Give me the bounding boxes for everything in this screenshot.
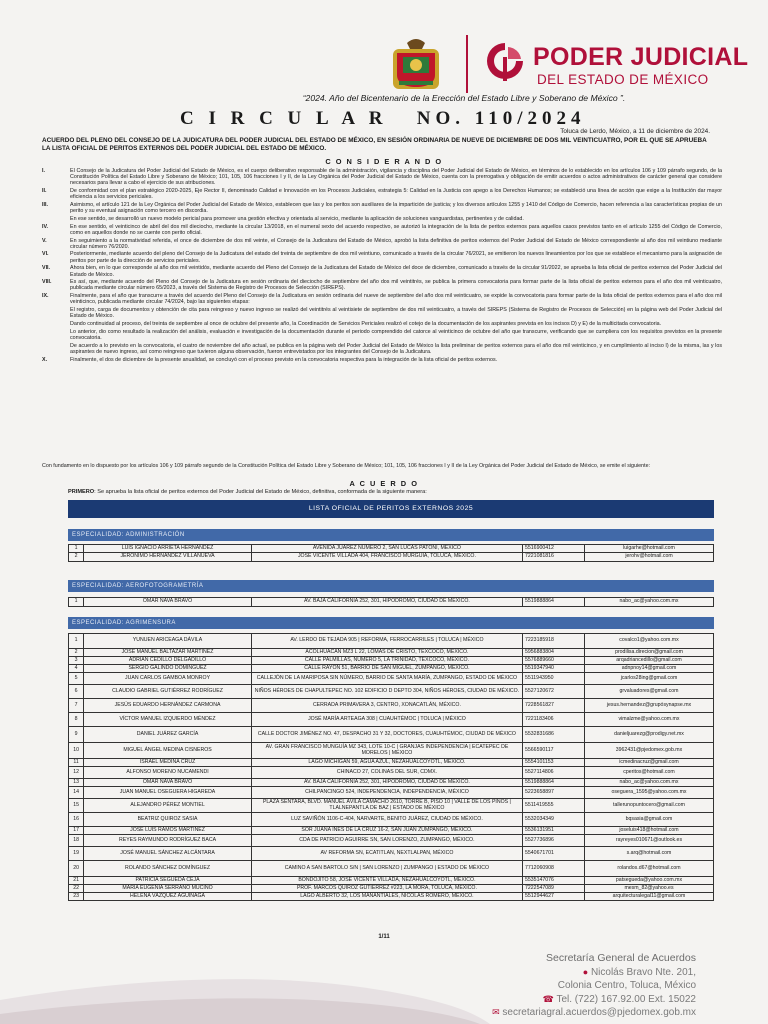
row-number: 1 <box>69 598 84 607</box>
primero-label: PRIMERO <box>68 489 95 495</box>
considerando-paragraph <box>42 307 722 319</box>
expert-phone: 5527736896 <box>523 835 585 847</box>
row-number: 19 <box>69 847 84 861</box>
expert-email[interactable]: danieljuarezg@prodigy.net.mx <box>584 727 713 743</box>
paragraph-number: III. <box>42 201 48 208</box>
paragraph-text: Ahora bien, en lo que corresponde al año dos mil veintidós, mediante acuerdo del Pleno del Consejo de la Judicatura del Estado de México del doce de diciembre, comunicado a través de la circular 91/2022, se aprueba la lista oficial de peritos externos del Poder Judicial del Estado de México. <box>70 265 722 278</box>
paragraph-number: V. <box>42 237 47 244</box>
paragraph-text: En ese sentido, se desarrolló un nuevo modelo pericial para promover una gestión efectiva y orientada al servicio, mediante la aplicación de soluciones vanguardistas, pertinentes y de calidad. <box>70 215 524 222</box>
row-number: 8 <box>69 713 84 727</box>
expert-address: LAGO ALBERTO 32, LOS MANANTIALES, NICOLÁS ROMERO, MÉXICO. <box>251 893 522 901</box>
considerando-paragraph <box>42 279 722 291</box>
expert-email[interactable]: mesm_82@yahoo.es <box>584 885 713 893</box>
circular-title: C I R C U L A R NO. 110/2024 <box>180 108 586 129</box>
expert-phone: 5519347940 <box>523 665 585 673</box>
expert-address: JOSÉ VICENTE VILLADA 404, FRANCISCO MURGUÍA, TOLUCA, MÉXICO. <box>251 553 522 562</box>
expert-email[interactable]: arqadriancedillo@gmail.com <box>584 657 713 665</box>
page-number: 1/11 <box>378 934 390 940</box>
expert-phone: 5519888864 <box>523 598 585 607</box>
header-divider <box>466 35 468 93</box>
expert-name: JOSÉ LUIS RAMOS MARTÍNEZ <box>84 827 252 835</box>
expert-phone: 5511419555 <box>523 799 585 813</box>
expert-email[interactable]: joseluis418@hotmail.com <box>584 827 713 835</box>
expert-phone: 5532034349 <box>523 813 585 827</box>
expert-phone: 5540671701 <box>523 847 585 861</box>
paragraph-text: Finalmente, para el año que transcurre a través del acuerdo del Pleno del Consejo de la Judicatura en sesión ordinaria del nueve de septiembre del año dos mil veinticuatro, se expide la convocatoria para formar parte de la lista oficial de peritos externos para el año dos mil veinticinco, publicada mediante circular 74/2024, bajo las siguientes etapas: <box>70 293 722 306</box>
expert-name: HELENA VÁZQUEZ AGUIÑAGA <box>84 893 252 901</box>
table-row <box>69 727 714 743</box>
row-number: 20 <box>69 861 84 877</box>
table-row <box>69 861 714 877</box>
row-number: 6 <box>69 685 84 699</box>
expert-address: BONDOJITO 58, JOSÉ VICENTE VILLADA, NEZAHUALCÓYOTL, MÉXICO. <box>251 877 522 885</box>
primero-body: : Se aprueba la lista oficial de peritos externos del Poder Judicial del Estado de México, definitiva, conformada de la siguiente manera: <box>94 489 427 495</box>
expert-email[interactable]: tallerunopuntocero@gmail.com <box>584 799 713 813</box>
expert-table <box>68 597 714 607</box>
paragraph-number: IV. <box>42 223 49 230</box>
footer-contact <box>492 952 696 1020</box>
table-row <box>69 649 714 657</box>
expert-email[interactable]: 3962431@pjedomex.gob.mx <box>584 743 713 759</box>
expert-phone: 5527114806 <box>523 767 585 779</box>
considerando-paragraph <box>42 216 722 222</box>
expert-name: OMAR NAVA BRAVO <box>84 779 252 787</box>
table-row <box>69 767 714 779</box>
considerando-paragraph <box>42 238 722 250</box>
expert-email[interactable]: jcarlos28ing@gmail.com <box>584 673 713 685</box>
paragraph-number <box>42 307 70 319</box>
expert-name: ISRAEL MEDINA CRUZ <box>84 759 252 767</box>
expert-phone: 5516900412 <box>523 545 585 553</box>
row-number: 11 <box>69 759 84 767</box>
expert-address: ACOLHUACAN MZ3 L 22, LOMAS DE CRISTO, TEXCOCO, MÉXICO. <box>251 649 522 657</box>
footer-email: secretariagral.acuerdos@pjedomex.gob.mx <box>502 1007 696 1018</box>
expert-email[interactable]: grvaluadores@gmail.com <box>584 685 713 699</box>
considerando-paragraph <box>42 321 722 327</box>
table-row <box>69 885 714 893</box>
expert-phone: 5532831686 <box>523 727 585 743</box>
paragraph-text: El Consejo de la Judicatura del Poder Judicial del Estado de México, es el cuerpo deliberativo responsable de la administración, vigilancia y disciplina del Poder Judicial del Estado de México, en términos de lo establecido en los artículos 106 y 109 párrafo segundo, de la Constitución Política del Estado Libre y Soberano de México; 101, 105, 106 fracciones I y II, de la Ley Orgánica del Poder Judicial del Estado de México, cuenta con la prerrogativa y obligación de emitir acuerdos o actos administrativos de carácter general que considere necesarios para llevar a cabo el ejercicio de sus atribuciones. <box>70 168 722 187</box>
specialty-header: ESPECIALIDAD: ADMINISTRACIÓN <box>68 529 714 541</box>
paragraph-text: Es así, que, mediante acuerdo del Pleno del Consejo de la Judicatura en sesión ordinaria del dieciocho de septiembre del año dos mil veintitrés, se publica la primera convocatoria para formar parte de la lista oficial de peritos externos para el año dos mil veinticuatro, publicada mediante circular número 65/2023, a través del Sistema de Registro de Procesos de Selección (SIREPS). <box>70 279 722 292</box>
paragraph-text: Dando continuidad al proceso, del treinta de septiembre al once de octubre del presente año, la Coordinación de Servicios Periciales realizó el cotejo de la documentación de los aspirantes prevista en los incisos D) y E) de la multicitada convocatoria. <box>70 320 662 327</box>
primero-text <box>68 489 728 495</box>
agreement-heading: ACUERDO DEL PLENO DEL CONSEJO DE LA JUDICATURA DEL PODER JUDICIAL DEL ESTADO DE MÉXICO, EN SESIÓN ORDINARIA DE NUEVE DE DICIEMBRE DE DOS MIL VEINTICUATRO, POR EL QUE SE APRUEBA LA LISTA OFICIAL DE PERITOS EXTERNOS DEL PODER JUDICIAL DEL ESTADO DE MÉXICO. <box>42 137 707 152</box>
location-pin-icon: ● <box>582 966 589 977</box>
table-row <box>69 893 714 901</box>
expert-address: PLAZA SENTARA, BLVD. MANUEL ÁVILA CAMACHO 2610, TORRE B, PISO 10 | VALLE DE LOS PINOS | TLALNEPANTLA DE BAZ | ESTADO DE MÉXICO <box>251 799 522 813</box>
expert-email[interactable]: arquitecturalegal11@gmail.com <box>584 893 713 901</box>
expert-email[interactable]: bqsasia@gmail.com <box>584 813 713 827</box>
expert-name: JOSÉ MANUEL BALTAZAR MARTÍNEZ <box>84 649 252 657</box>
specialty-header: ESPECIALIDAD: AGRIMENSURA <box>68 617 714 629</box>
row-number: 17 <box>69 827 84 835</box>
table-row <box>69 598 714 607</box>
row-number: 15 <box>69 799 84 813</box>
considerando-paragraph <box>42 329 722 341</box>
expert-email[interactable]: oseguera_1595@yahoo.com.mx <box>584 787 713 799</box>
row-number: 4 <box>69 665 84 673</box>
expert-table <box>68 544 714 562</box>
expert-phone: 5566590117 <box>523 743 585 759</box>
table-row <box>69 835 714 847</box>
table-row <box>69 743 714 759</box>
table-row <box>69 545 714 553</box>
paragraph-number: X. <box>42 356 48 363</box>
expert-name: MARÍA EUGENIA SERRANO MUCIÑO <box>84 885 252 893</box>
expert-email[interactable]: vimalzme@yahoo.com.mx <box>584 713 713 727</box>
paragraph-text: Lo anterior, dio como resultado la realización del análisis, evaluación e investigación de la documentación durante el periodo comprendido del catorce al veinticinco de octubre del año que transcurre, verificando que se cumpliera con los requisitos previstos en la presente convocatoria. <box>70 328 722 341</box>
row-number: 12 <box>69 767 84 779</box>
paragraph-number: II. <box>42 188 47 195</box>
header <box>0 15 768 87</box>
expert-phone: 5527120672 <box>523 685 585 699</box>
row-number: 1 <box>69 545 84 553</box>
considerando-paragraph <box>42 168 722 186</box>
row-number: 21 <box>69 877 84 885</box>
expert-address: AV REFORMA SN, ECATITLAN, NEXTLALPAN, MÉXICO <box>251 847 522 861</box>
paragraph-text: De acuerdo a lo previsto en la convocatoria, el cuatro de noviembre del año actual, se publica en la página web del Poder Judicial del Estado de México la lista preliminar de peritos externos para el año dos mil veinticinco, y en cumplimiento al inciso I) de la misma, las y los aspirantes de nuevo ingreso, así como reingreso que tuvieron alguna observación, fueron entrevistados por los integrantes del Consejo de la Judicatura. <box>70 342 722 355</box>
footer-address-line1 <box>492 966 696 980</box>
paragraph-text: En seguimiento a la normatividad referida, el once de diciembre de dos mil veinte, el Consejo de la Judicatura del Estado de México, aprobó la lista definitiva de peritos externos del Poder Judicial del Estado de México correspondiente al año dos mil veintiuno mediante circular número 76/2020. <box>70 237 722 250</box>
expert-name: MIGUEL ÁNGEL MEDINA CISNEROS <box>84 743 252 759</box>
table-row <box>69 657 714 665</box>
expert-phone: 5554101153 <box>523 759 585 767</box>
motto: “2024. Año del Bicentenario de la Erección del Estado Libre y Soberano de México ”. <box>302 93 626 103</box>
expert-address: AV. GRAN FRANCISCO MUNGUÍA MZ 343, LOTE 10-C | GRANJAS INDEPENDENCIA | ECATEPEC DE MORELOS | MÉXICO <box>251 743 522 759</box>
paragraph-number: I. <box>42 168 45 174</box>
expert-name: SERGIO GALINDO DOMÍNGUEZ <box>84 665 252 673</box>
expert-address: CALLEJÓN DE LA MARIPOSA SIN NÚMERO, BARRIO DE SANTA MARÍA, ZUMPANGO, ESTADO DE MÉXICO <box>251 673 522 685</box>
row-number: 2 <box>69 553 84 562</box>
expert-email[interactable]: jesus.hernandez@grupósynapse.mx <box>584 699 713 713</box>
expert-name: ROLANDO SÁNCHEZ DOMÍNGUEZ <box>84 861 252 877</box>
table-row <box>69 827 714 835</box>
expert-name: ALEJANDRO PÉREZ MONTIEL <box>84 799 252 813</box>
place-date: Toluca de Lerdo, México, a 11 de diciembre de 2024. <box>560 128 710 135</box>
expert-name: YUNUEN ARICEAGA DÁVILA <box>84 634 252 649</box>
expert-address: AV. LERDO DE TEJADA 905 | REFORMA, FERROCARRILES | TOLUCA | MÉXICO <box>251 634 522 649</box>
expert-address: LUZ SAVIÑÓN 1106-C-404, NARVARTE, BENITO JUÁREZ, CIUDAD DE MÉXICO. <box>251 813 522 827</box>
expert-email[interactable]: covalco1@yahoo.com.mx <box>584 634 713 649</box>
footer-office: Secretaría General de Acuerdos <box>545 952 696 964</box>
table-row <box>69 713 714 727</box>
expert-address: CHILPANCINGO 524, INDEPENDENCIA, INDEPENDENCIA, MÉXICO <box>251 787 522 799</box>
acuerdo-heading: A C U E R D O <box>349 479 419 488</box>
expert-name: ALFONSO MORENO NUCAMENDI <box>84 767 252 779</box>
expert-name: JERÓNIMO HERNÁNDEZ VILLANUEVA <box>84 553 252 562</box>
expert-name: JUAN MANUEL OSEGUERA HIGAREDA <box>84 787 252 799</box>
paragraph-text: En ese sentido, el veinticinco de abril del dos mil dieciocho, mediante la circular 13/2018, en el numeral sexto del acuerdo respectivo, se autorizó la integración de la lista de peritos externos para aquellos casos previstos tanto en el artículo 1255 del Código de Comercio, como en aquellos donde no se cuente con perito oficial. <box>70 223 722 236</box>
expert-address: NIÑOS HÉROES DE CHAPULTEPEC NO. 102 EDIFICIO D DEPTO 304, NIÑOS HÉROES, CIUDAD DE MÉXICO. <box>251 685 522 699</box>
considerando-paragraph <box>42 188 722 200</box>
considerando-heading: C O N S I D E R A N D O <box>325 157 443 166</box>
specialty-header: ESPECIALIDAD: AEROFOTOGRAMETRÍA <box>68 580 714 592</box>
footer-phone: Tel. (722) 167.92.00 Ext. 15022 <box>556 993 696 1005</box>
list-title: LISTA OFICIAL DE PERITOS EXTERNOS 2025 <box>68 500 714 518</box>
footer-address-1: Nicolás Bravo Nte. 201, <box>590 966 696 978</box>
paragraph-text: Finalmente, el dos de diciembre de la presente anualidad, se concluyó con el proceso previsto en la convocatoria respectiva para la integración de la lista oficial de peritos externos. <box>70 356 498 363</box>
expert-name: LUIS IGNACIO ARRIETA HERNÁNDEZ <box>84 545 252 553</box>
table-row <box>69 759 714 767</box>
poder-judicial-logo-icon <box>484 39 526 85</box>
table-row <box>69 553 714 562</box>
row-number: 3 <box>69 657 84 665</box>
paragraph-number <box>42 216 70 222</box>
expert-name: JOSÉ MANUEL SÁNCHEZ ALCÁNTARA <box>84 847 252 861</box>
expert-address: AVENIDA JUÁREZ NÚMERO 2, SAN LUCAS PATONI, MÉXICO <box>251 545 522 553</box>
expert-name: REYES RAYMUNDO RODRÍGUEZ BACA <box>84 835 252 847</box>
expert-name: OMAR NAVA BRAVO <box>84 598 252 607</box>
paragraph-number: VIII. <box>42 279 52 286</box>
institution-subtitle: DEL ESTADO DE MÉXICO <box>537 72 709 87</box>
table-row <box>69 699 714 713</box>
expert-phone: 5536131951 <box>523 827 585 835</box>
table-row <box>69 665 714 673</box>
row-number: 2 <box>69 649 84 657</box>
expert-address: CALLE RAYÓN 51, BARRIO DE SAN MIGUEL, ZUMPANGO, MÉXICO. <box>251 665 522 673</box>
expert-address: CDA DE PATRICIO AGUIRRE SN, SAN LORENZO, ZUMPANGO, MÉXICO. <box>251 835 522 847</box>
expert-email[interactable]: jerohv@hotmail.com <box>584 553 713 562</box>
expert-address: AV. BAJA CALIFORNIA 252, 301, HIPÓDROMO, CIUDAD DE MÉXICO. <box>251 779 522 787</box>
table-row <box>69 847 714 861</box>
email-icon: ✉ <box>492 1007 500 1017</box>
expert-address: AV. BAJA CALIFORNIA 252, 301, HIPÓDROMO, CIUDAD DE MÉXICO. <box>251 598 522 607</box>
considerando-paragraph <box>42 293 722 305</box>
expert-address: CAMINO A SAN BARTOLO S/N | SAN LORENZO | ZUMPANGO | ESTADO DE MÉXICO <box>251 861 522 877</box>
state-seal-icon <box>387 35 445 93</box>
expert-address: CALLE PALMILLAS, NÚMERO 5, LA TRINIDAD, TEXCOCO, MÉXICO. <box>251 657 522 665</box>
expert-name: BEATRIZ QUIROZ SASIA <box>84 813 252 827</box>
expert-email[interactable]: patsegueda@yahoo.com.mx <box>584 877 713 885</box>
expert-name: PATRICIA SEGUEDA CEJA <box>84 877 252 885</box>
expert-address: CERRADA PRIMAVERA 3, CENTRO, XONACATLÁN, MÉXICO. <box>251 699 522 713</box>
table-row <box>69 673 714 685</box>
expert-phone: 5511943950 <box>523 673 585 685</box>
expert-email[interactable]: cperitos@hotmail.com <box>584 767 713 779</box>
considerando-list <box>42 168 722 364</box>
table-row <box>69 877 714 885</box>
considerando-paragraph <box>42 265 722 277</box>
expert-phone: 5223658897 <box>523 787 585 799</box>
table-row <box>69 779 714 787</box>
expert-phone: 5535147076 <box>523 877 585 885</box>
row-number: 18 <box>69 835 84 847</box>
paragraph-text: Posteriormente, mediante acuerdo del pleno del Consejo de la Judicatura del estado del treinta de septiembre de dos mil veintiuno, comunicado a través de la circular 76/2021, se emitieron los nuevos lineamientos por los que se establece el mecanismo para la asignación de peritos por parte de la dirección de servicios periciales. <box>70 251 722 264</box>
row-number: 14 <box>69 787 84 799</box>
expert-email[interactable]: icmedinacruz@gmail.com <box>584 759 713 767</box>
expert-address: SOR JUANA INÉS DE LA CRUZ 16-2, SAN JUAN ZUMPANGO, MÉXICO. <box>251 827 522 835</box>
expert-name: JUAN CARLOS GAMBOA MONROY <box>84 673 252 685</box>
considerando-paragraph <box>42 251 722 263</box>
expert-email[interactable]: rayreyes010671@outlook.es <box>584 835 713 847</box>
paragraph-number <box>42 343 70 355</box>
row-number: 23 <box>69 893 84 901</box>
expert-address: CHINACO 27, COLINAS DEL SUR, CDMX. <box>251 767 522 779</box>
row-number: 9 <box>69 727 84 743</box>
expert-phone: 5576889660 <box>523 657 585 665</box>
row-number: 5 <box>69 673 84 685</box>
table-row <box>69 634 714 649</box>
paragraph-number: IX. <box>42 293 49 300</box>
footer-phone-line <box>492 993 696 1007</box>
phone-icon: ☎ <box>542 993 554 1004</box>
expert-phone: 7221183406 <box>523 713 585 727</box>
considerando-paragraph <box>42 224 722 236</box>
expert-name: VÍCTOR MANUEL IZQUIERDO MÉNDEZ <box>84 713 252 727</box>
row-number: 22 <box>69 885 84 893</box>
paragraph-text: De conformidad con el plan estratégico 2020-2025, Eje Rector II, denominado Calidad e Innovación en los Procesos Judiciales, estrategia 5: Calidad en la Justicia con apego a los Derechos Humanos; se estableció una línea de acción que exige a la Institución dar mayor eficiencia a los servicios periciales. <box>70 188 722 201</box>
expert-address: JOSÉ MARÍA ARTEAGA 308 | CUAUHTÉMOC | TOLUCA | MÉXICO <box>251 713 522 727</box>
expert-email[interactable]: rolandos.d67@hotmail.com <box>584 861 713 877</box>
row-number: 1 <box>69 634 84 649</box>
expert-email[interactable]: adnpnoy14@gmail.com <box>584 665 713 673</box>
expert-address: LAGO MICHIGAN 59, AGUA AZUL, NEZAHUALCÓYOTL, MÉXICO. <box>251 759 522 767</box>
paragraph-text: El registro, carga de documentos y obtención de cita para reingreso y nuevo ingreso se realizó del veintitrés al veintisiete de septiembre de dos mil veinticuatro, a través del SIREPS (Sistema de Registro de Procesos de Selección) en la página web del Poder Judicial del Estado de México. <box>70 307 722 320</box>
expert-email[interactable]: nabo_ac@yahoo.com.mx <box>584 598 713 607</box>
expert-phone: 7221081816 <box>523 553 585 562</box>
expert-address: PROF. MARCOS QUIROZ GUTIERREZ #223, LA MORA, TOLUCA, MÉXICO. <box>251 885 522 893</box>
table-row <box>69 685 714 699</box>
expert-phone: 7223185918 <box>523 634 585 649</box>
paragraph-number: VI. <box>42 251 49 258</box>
expert-name: ADRIÁN CEDILLO DELGADILLO <box>84 657 252 665</box>
foundation-text: Con fundamento en lo dispuesto por los artículos 106 y 109 párrafo segundo de la Constitución Política del Estado Libre y Soberano de México; 101, 105, 106 fracciones I y II de la Ley Orgánica del Poder Judicial del Estado de México, se emite el siguiente: <box>42 463 651 469</box>
row-number: 7 <box>69 699 84 713</box>
row-number: 10 <box>69 743 84 759</box>
paragraph-number: VII. <box>42 265 51 272</box>
table-row <box>69 813 714 827</box>
expert-phone: 7228561827 <box>523 699 585 713</box>
footer-address-2: Colonia Centro, Toluca, México <box>557 980 696 991</box>
footer-email-line <box>492 1006 696 1020</box>
table-row <box>69 787 714 799</box>
institution-title: PODER JUDICIAL <box>533 43 749 71</box>
expert-phone: 7712060908 <box>523 861 585 877</box>
considerando-paragraph <box>42 357 722 363</box>
paragraph-text: Asimismo, el artículo 121 de la Ley Orgánica del Poder Judicial del Estado de México, establecen que las y los peritos son auxiliares de la impartición de justicia; y los diversos artículos 1255 y 1410 del Código de Comercio, hacen referencia a las características propias de un perito y su eventual asignación como tercero en discordia. <box>70 201 722 215</box>
expert-phone: 5956883804 <box>523 649 585 657</box>
row-number: 16 <box>69 813 84 827</box>
expert-phone: 7222547089 <box>523 885 585 893</box>
table-row <box>69 799 714 813</box>
expert-name: JESÚS EDUARDO HERNÁNDEZ CARMONA <box>84 699 252 713</box>
expert-phone: 5519888864 <box>523 779 585 787</box>
paragraph-number <box>42 321 70 327</box>
expert-email[interactable]: s.arq@hotmail.com <box>584 847 713 861</box>
expert-name: DANIEL JUÁREZ GARCÍA <box>84 727 252 743</box>
expert-email[interactable]: luigarhe@hotmail.com <box>584 545 713 553</box>
paragraph-number <box>42 329 70 341</box>
considerando-paragraph <box>42 202 722 214</box>
row-number: 13 <box>69 779 84 787</box>
expert-table <box>68 633 714 901</box>
considerando-paragraph <box>42 343 722 355</box>
expert-email[interactable]: prodilisa.direcion@gmail.com <box>584 649 713 657</box>
expert-name: CLAUDIO GABRIEL GUTIÉRREZ RODRÍGUEZ <box>84 685 252 699</box>
expert-phone: 5512944627 <box>523 893 585 901</box>
expert-address: CALLE DOCTOR JIMÉNEZ NO. 47, DESPACHO 31 Y 32, DOCTORES, CUAUHTÉMOC, CIUDAD DE MÉXICO <box>251 727 522 743</box>
expert-email[interactable]: nabo_ac@yahoo.com.mx <box>584 779 713 787</box>
